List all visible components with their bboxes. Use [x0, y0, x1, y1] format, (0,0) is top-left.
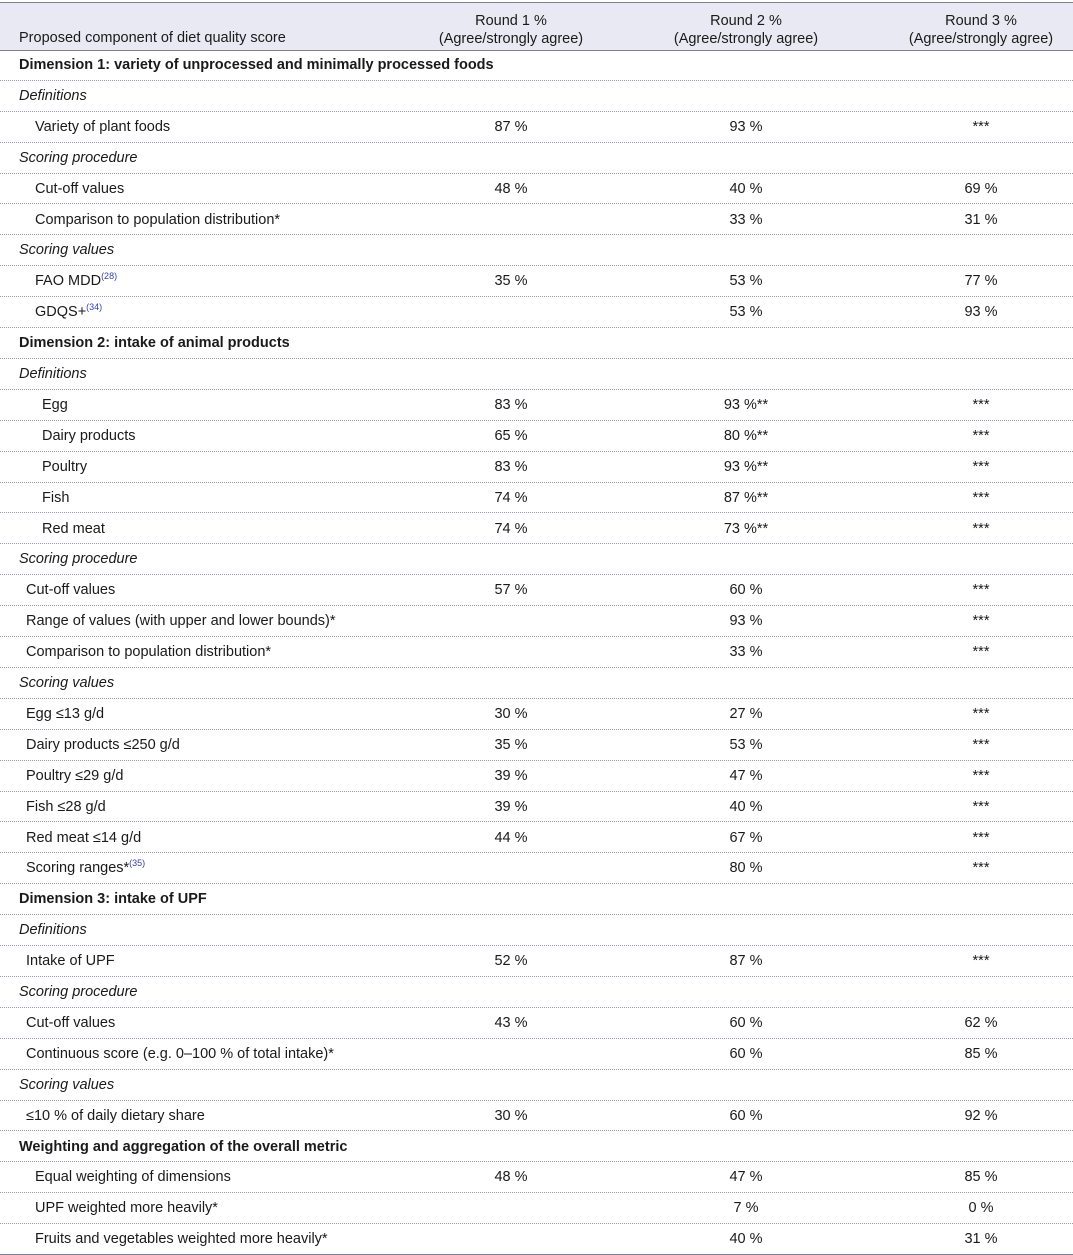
header-round-2-sub: (Agree/strongly agree) — [673, 31, 819, 47]
row-label-text: Continuous score (e.g. 0–100 % of total intake)* — [26, 1045, 334, 1062]
cell-round-1: 74 % — [494, 520, 528, 537]
cell-round-1: 48 % — [494, 180, 528, 197]
row-label-text: Scoring values — [19, 675, 115, 691]
row-label-text: Egg ≤13 g/d — [26, 705, 105, 722]
cell-round-3: *** — [972, 953, 990, 970]
row-label — [26, 768, 123, 784]
header-round-1-title: Round 1 % — [475, 13, 547, 29]
row-label-text: Fish — [42, 489, 70, 506]
row-label-text: Red meat — [42, 520, 105, 537]
row-label — [26, 830, 141, 846]
row-label — [26, 1015, 115, 1031]
row-label-text: Cut-off values — [26, 582, 116, 599]
cell-round-1: 57 % — [494, 582, 528, 599]
cell-round-2: 93 % — [729, 613, 763, 630]
cell-round-2: 40 % — [729, 798, 763, 815]
row-label — [26, 644, 271, 660]
row-label — [19, 551, 138, 567]
cell-round-3: 85 % — [964, 1169, 998, 1186]
cell-round-2: 53 % — [729, 736, 763, 753]
table-row — [0, 452, 1073, 483]
table-row — [0, 575, 1073, 606]
cell-round-1: 74 % — [494, 489, 528, 506]
row-label-text: Scoring ranges* — [26, 860, 130, 877]
cell-round-3: *** — [972, 118, 990, 135]
cell-round-3: *** — [972, 798, 990, 815]
table-row — [0, 606, 1073, 637]
row-label-text: Scoring procedure — [19, 984, 138, 1000]
row-label-text: Intake of UPF — [26, 953, 115, 970]
row-label-text: Poultry ≤29 g/d — [26, 767, 124, 784]
table-row — [0, 853, 1073, 884]
table-row — [0, 823, 1073, 854]
row-label — [35, 119, 170, 135]
row-label-text: Variety of plant foods — [35, 118, 171, 135]
table-row — [0, 946, 1073, 977]
cell-round-3: *** — [972, 613, 990, 630]
dimension-row — [0, 328, 1073, 359]
cell-round-3: 31 % — [964, 211, 998, 228]
cell-round-2: 87 %** — [723, 489, 769, 506]
table-row — [0, 421, 1073, 452]
cell-round-1: 87 % — [494, 118, 528, 135]
cell-round-2: 60 % — [729, 1014, 763, 1031]
cell-round-1: 30 % — [494, 1107, 528, 1124]
cell-round-3: 0 % — [968, 1200, 994, 1217]
row-label — [19, 984, 138, 1000]
row-label — [26, 860, 145, 876]
cell-round-3: 31 % — [964, 1231, 998, 1248]
table-row — [0, 514, 1073, 545]
header-round-1 — [411, 12, 611, 48]
row-label-text: Dimension 2: intake of animal products — [19, 335, 290, 352]
table-row — [0, 174, 1073, 205]
table-row — [0, 1193, 1073, 1224]
row-label-text: ≤10 % of daily dietary share — [26, 1107, 205, 1124]
row-label — [35, 304, 102, 320]
table-row — [0, 266, 1073, 297]
row-label-text: Definitions — [19, 87, 87, 104]
row-label — [42, 521, 105, 537]
cell-round-3: *** — [972, 705, 990, 722]
row-label — [35, 212, 280, 228]
cell-round-2: 73 %** — [723, 520, 769, 537]
cell-round-2: 80 % — [729, 860, 763, 877]
row-label-text: FAO MDD — [35, 273, 102, 290]
row-label — [35, 181, 124, 197]
cell-round-2: 60 % — [729, 1107, 763, 1124]
cell-round-2: 33 % — [729, 644, 763, 661]
row-label-text: UPF weighted more heavily* — [35, 1200, 218, 1217]
cell-round-1: 44 % — [494, 829, 528, 846]
row-label — [19, 1077, 114, 1093]
cell-round-3: *** — [972, 767, 990, 784]
row-label-text: Red meat ≤14 g/d — [26, 829, 142, 846]
dimension-row — [0, 884, 1073, 915]
row-label — [42, 490, 69, 506]
row-label — [19, 891, 207, 907]
row-label-text: Dimension 1: variety of unprocessed and minimally processed foods — [19, 57, 494, 73]
table-row — [0, 1039, 1073, 1070]
cell-round-1: 35 % — [494, 736, 528, 753]
cell-round-3: 62 % — [964, 1014, 998, 1031]
reference-superscript: (35) — [129, 858, 146, 869]
section-row — [0, 81, 1073, 112]
row-label-text: Scoring procedure — [19, 149, 138, 166]
reference-superscript: (28) — [101, 271, 118, 282]
table-row — [0, 792, 1073, 823]
row-label — [26, 706, 104, 722]
row-label — [42, 428, 135, 444]
row-label — [19, 675, 114, 691]
cell-round-1: 43 % — [494, 1014, 528, 1031]
reference-superscript: (34) — [86, 302, 103, 313]
row-label — [35, 273, 117, 289]
cell-round-2: 40 % — [729, 180, 763, 197]
cell-round-3: *** — [972, 489, 990, 506]
row-label-text: Equal weighting of dimensions — [35, 1169, 231, 1186]
cell-round-1: 83 % — [494, 396, 528, 413]
row-label — [26, 799, 106, 815]
dimension-row — [0, 50, 1073, 81]
row-label-text: Egg — [42, 396, 68, 413]
row-label — [19, 366, 87, 382]
dimension-row — [0, 1132, 1073, 1163]
table-row — [0, 699, 1073, 730]
section-row — [0, 977, 1073, 1008]
row-label-text: Cut-off values — [26, 1014, 116, 1031]
cell-round-1: 83 % — [494, 458, 528, 475]
row-label-text: Scoring values — [19, 1076, 115, 1093]
cell-round-3: *** — [972, 458, 990, 475]
cell-round-2: 93 %** — [723, 396, 769, 413]
row-label-text: Comparison to population distribution* — [35, 211, 281, 228]
cell-round-3: 93 % — [964, 304, 998, 321]
table-row — [0, 637, 1073, 668]
cell-round-3: *** — [972, 582, 990, 599]
table-row — [0, 1162, 1073, 1193]
cell-round-1: 52 % — [494, 953, 528, 970]
row-label-text: Fruits and vegetables weighted more heavily* — [35, 1231, 328, 1248]
cell-round-1: 65 % — [494, 427, 528, 444]
table-row — [0, 730, 1073, 761]
row-label-text: Weighting and aggregation of the overall metric — [19, 1138, 348, 1155]
row-label-text: Cut-off values — [35, 180, 125, 197]
cell-round-2: 47 % — [729, 1169, 763, 1186]
table-row — [0, 205, 1073, 236]
table-row — [0, 112, 1073, 143]
cell-round-2: 93 % — [729, 118, 763, 135]
table-header — [0, 2, 1073, 51]
row-label — [19, 922, 87, 938]
cell-round-2: 33 % — [729, 211, 763, 228]
header-round-1-sub: (Agree/strongly agree) — [438, 31, 584, 47]
cell-round-3: 77 % — [964, 273, 998, 290]
cell-round-1: 35 % — [494, 273, 528, 290]
cell-round-2: 47 % — [729, 767, 763, 784]
section-row — [0, 668, 1073, 699]
header-round-2-title: Round 2 % — [710, 13, 782, 29]
row-label — [35, 1200, 218, 1216]
row-label-text: Dimension 3: intake of UPF — [19, 891, 207, 908]
cell-round-2: 80 %** — [723, 427, 769, 444]
row-label-text: Scoring procedure — [19, 551, 138, 568]
cell-round-3: *** — [972, 396, 990, 413]
row-label-text: Fish ≤28 g/d — [26, 798, 106, 815]
cell-round-1: 30 % — [494, 705, 528, 722]
cell-round-3: *** — [972, 644, 990, 661]
row-label-text: Definitions — [19, 922, 87, 939]
table-row — [0, 1008, 1073, 1039]
row-label — [42, 397, 68, 413]
cell-round-2: 7 % — [733, 1200, 759, 1217]
table-row — [0, 483, 1073, 514]
row-label — [19, 150, 138, 166]
table-row — [0, 1101, 1073, 1132]
table-row — [0, 297, 1073, 328]
cell-round-2: 53 % — [729, 273, 763, 290]
row-label-text: Range of values (with upper and lower bounds)* — [26, 613, 336, 630]
row-label — [26, 1108, 205, 1124]
row-label — [19, 335, 290, 351]
cell-round-3: *** — [972, 427, 990, 444]
section-row — [0, 544, 1073, 575]
section-row — [0, 143, 1073, 174]
cell-round-2: 67 % — [729, 829, 763, 846]
cell-round-3: *** — [972, 520, 990, 537]
row-label-text: Definitions — [19, 366, 87, 382]
row-label — [26, 737, 180, 753]
cell-round-2: 53 % — [729, 304, 763, 321]
row-label — [26, 1046, 334, 1062]
table-row — [0, 761, 1073, 792]
cell-round-3: *** — [972, 736, 990, 753]
row-label — [26, 582, 115, 598]
table-row — [0, 1224, 1073, 1255]
header-component: Proposed component of diet quality score — [19, 30, 286, 46]
row-label — [26, 613, 336, 629]
section-row — [0, 235, 1073, 266]
header-round-3 — [881, 12, 1073, 48]
row-label-text: Poultry — [42, 458, 88, 475]
cell-round-2: 93 %** — [723, 458, 769, 475]
table-row — [0, 390, 1073, 421]
cell-round-2: 27 % — [729, 705, 763, 722]
header-round-3-title: Round 3 % — [945, 13, 1017, 29]
section-row — [0, 359, 1073, 390]
cell-round-3: *** — [972, 829, 990, 846]
row-label-text: GDQS+ — [35, 304, 87, 321]
cell-round-2: 40 % — [729, 1231, 763, 1248]
section-row — [0, 1070, 1073, 1101]
cell-round-3: *** — [972, 860, 990, 877]
cell-round-2: 87 % — [729, 953, 763, 970]
row-label — [19, 88, 87, 104]
row-label-text: Scoring values — [19, 242, 115, 259]
cell-round-3: 85 % — [964, 1045, 998, 1062]
cell-round-3: 69 % — [964, 180, 998, 197]
row-label — [19, 1139, 347, 1155]
cell-round-2: 60 % — [729, 582, 763, 599]
row-label-text: Dairy products — [42, 427, 136, 444]
row-label — [35, 1231, 328, 1247]
row-label — [19, 57, 494, 73]
row-label — [35, 1169, 231, 1185]
section-row — [0, 915, 1073, 946]
row-label — [26, 953, 115, 969]
header-round-3-sub: (Agree/strongly agree) — [908, 31, 1054, 47]
cell-round-2: 60 % — [729, 1045, 763, 1062]
cell-round-1: 39 % — [494, 798, 528, 815]
row-label — [19, 242, 114, 258]
cell-round-1: 39 % — [494, 767, 528, 784]
cell-round-1: 48 % — [494, 1169, 528, 1186]
header-round-2 — [646, 12, 846, 48]
row-label-text: Dairy products ≤250 g/d — [26, 736, 180, 753]
row-label-text: Comparison to population distribution* — [26, 644, 272, 661]
row-label — [42, 459, 87, 475]
cell-round-3: 92 % — [964, 1107, 998, 1124]
